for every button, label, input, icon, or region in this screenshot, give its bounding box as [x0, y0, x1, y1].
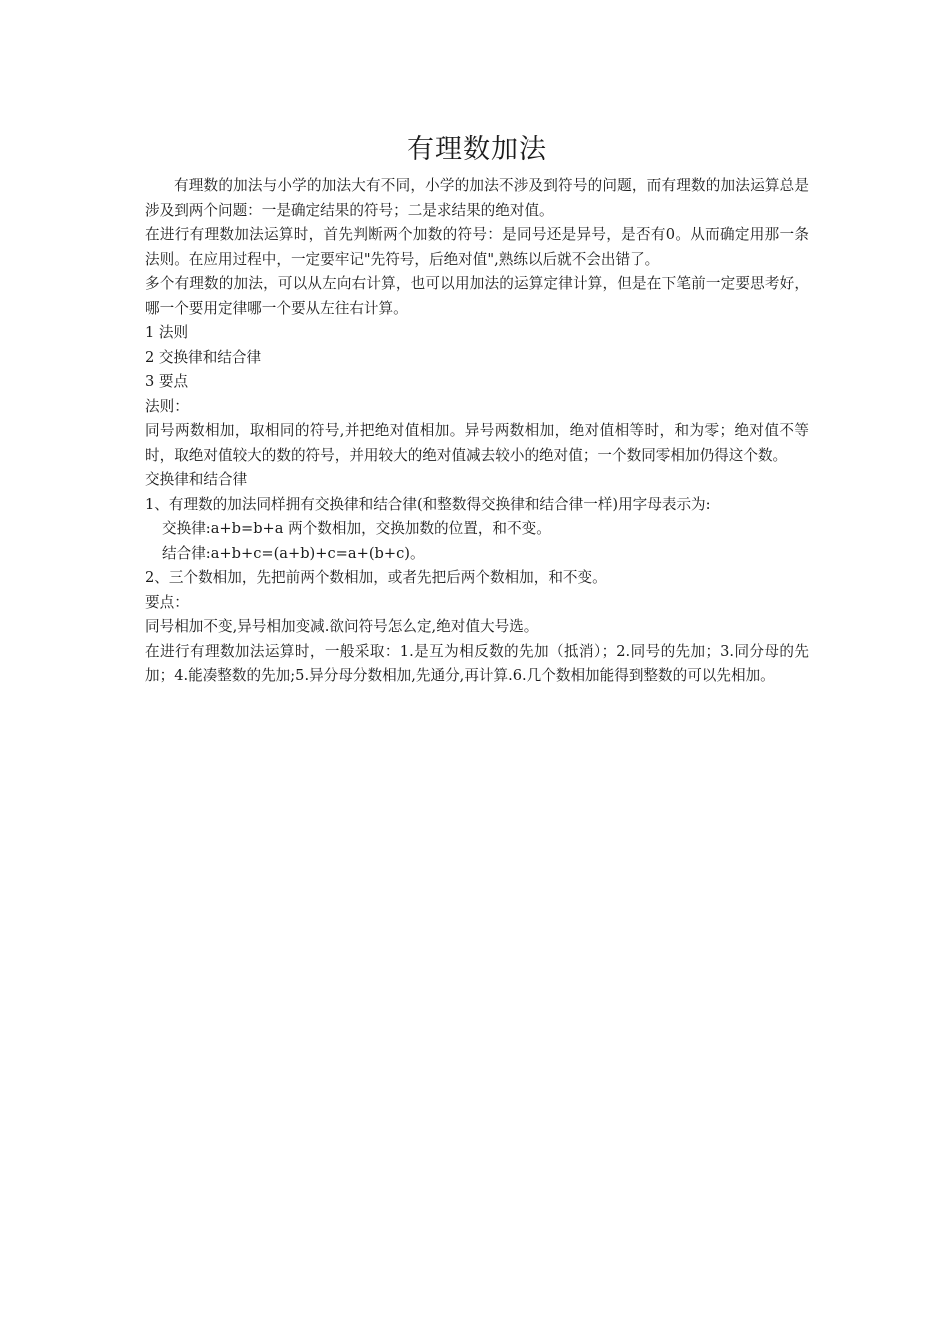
- document-title: 有理数加法: [407, 134, 547, 165]
- key-points-rhyme: 同号相加不变,异号相加变减.欲问符号怎么定,绝对值大号选。: [145, 618, 539, 635]
- intro-paragraph: 有理数的加法与小学的加法大有不同，小学的加法不涉及到符号的问题，而有理数的加法运算总是涉及到两个问题：一是确定结果的符号；二是求结果的绝对值。: [145, 177, 809, 219]
- rules-paragraph: 同号两数相加，取相同的符号,并把绝对值相加。异号两数相加，绝对值相等时，和为零；绝对值不等时，取绝对值较大的数的符号，并用较大的绝对值减去较小的绝对值；一个数同零相加仍得这个数。: [145, 422, 809, 464]
- section-heading-rules: 法则：: [145, 397, 189, 415]
- commutative-law: 交换律:a+b=b+a 两个数相加，交换加数的位置，和不变。: [162, 520, 551, 537]
- section-heading-key-points: 要点：: [145, 593, 189, 611]
- paragraph-sign-first: 在进行有理数加法运算时，首先判断两个加数的符号：是同号还是异号，是否有0。从而确定用那一条法则。在应用过程中，一定要牢记"先符号，后绝对值",熟练以后就不会出错了。: [145, 226, 809, 268]
- outline-item-rules: 1 法则: [145, 324, 189, 341]
- outline-item-laws: 2 交换律和结合律: [145, 348, 262, 366]
- key-points-paragraph: 在进行有理数加法运算时，一般采取：1.是互为相反数的先加（抵消）；2.同号的先加；3.同分母的先加；4.能凑整数的先加;5.异分母分数相加,先通分,再计算.6.几个数相加能得到整数的可以先相加。: [145, 642, 809, 684]
- section-heading-laws: 交换律和结合律: [145, 471, 248, 488]
- paragraph-multiple-addition: 多个有理数的加法，可以从左向右计算，也可以用加法的运算定律计算，但是在下笔前一定要思考好，哪一个要用定律哪一个要从左往右计算。: [145, 275, 809, 317]
- outline-item-key-points: 3 要点: [145, 373, 189, 390]
- three-number-paragraph: 2、三个数相加，先把前两个数相加，或者先把后两个数相加，和不变。: [145, 569, 607, 586]
- document-body: [145, 128, 809, 689]
- associative-law: 结合律:a+b+c=(a+b)+c=a+(b+c)。: [162, 544, 425, 562]
- laws-paragraph: 1、有理数的加法同样拥有交换律和结合律(和整数得交换律和结合律一样)用字母表示为:: [145, 495, 711, 513]
